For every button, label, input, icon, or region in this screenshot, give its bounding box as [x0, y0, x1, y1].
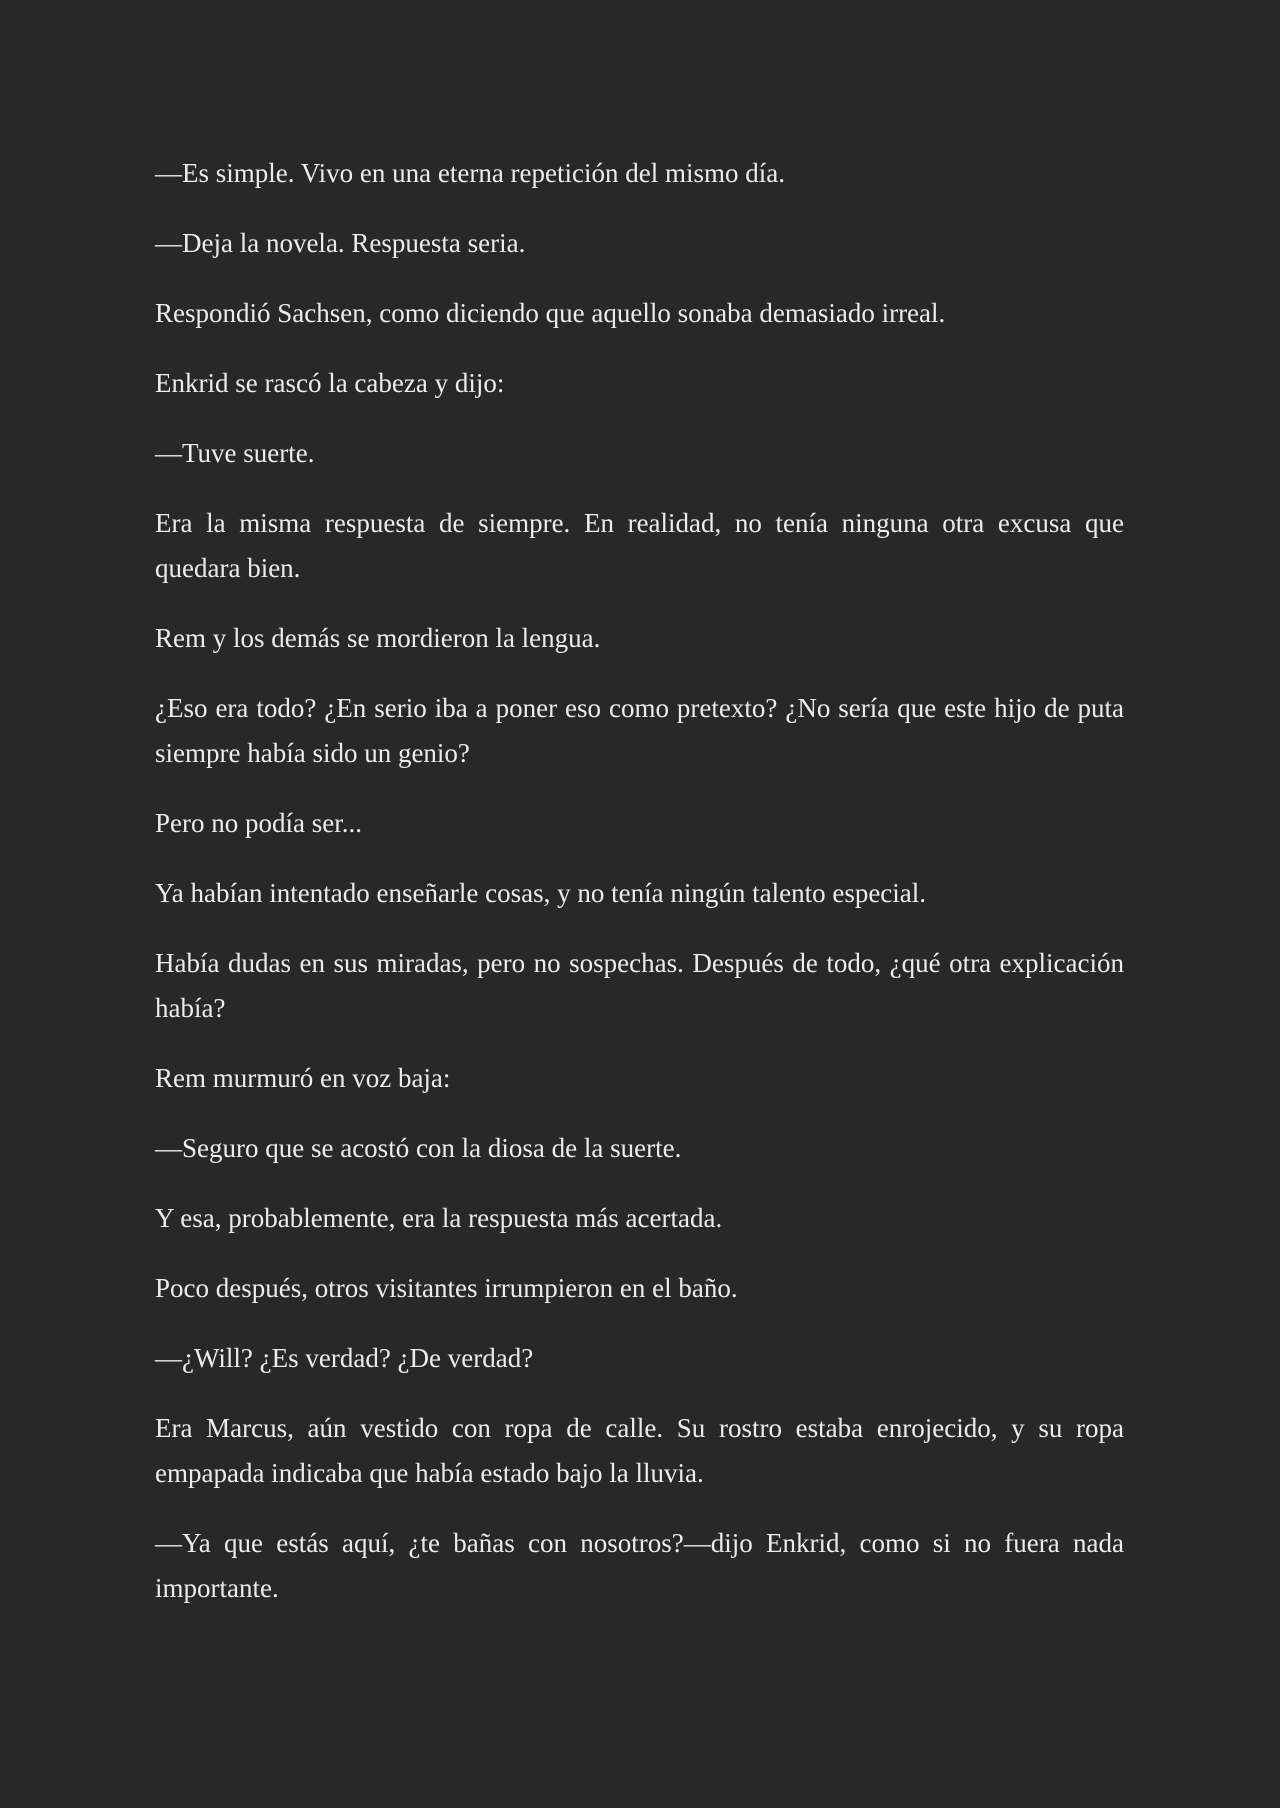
paragraph: ¿Eso era todo? ¿En serio iba a poner eso como pretexto? ¿No sería que este hijo de puta siempre había sido un genio? [155, 693, 1124, 768]
paragraph: Enkrid se rascó la cabeza y dijo: [155, 368, 505, 398]
paragraph: —Es simple. Vivo en una eterna repetición del mismo día. [155, 158, 785, 188]
paragraph: Respondió Sachsen, como diciendo que aquello sonaba demasiado irreal. [155, 298, 946, 328]
paragraph: Ya habían intentado enseñarle cosas, y no tenía ningún talento especial. [155, 878, 927, 908]
paragraph: —Deja la novela. Respuesta seria. [155, 228, 526, 258]
paragraph: Rem murmuró en voz baja: [155, 1063, 451, 1093]
paragraph: Pero no podía ser... [155, 808, 362, 838]
paragraph: —¿Will? ¿Es verdad? ¿De verdad? [155, 1343, 534, 1373]
paragraph: Rem y los demás se mordieron la lengua. [155, 623, 601, 653]
text-column [155, 151, 1124, 1611]
paragraph: Y esa, probablemente, era la respuesta más acertada. [155, 1203, 723, 1233]
paragraph: Poco después, otros visitantes irrumpieron en el baño. [155, 1273, 738, 1303]
paragraph: —Tuve suerte. [155, 438, 315, 468]
paragraph: Era Marcus, aún vestido con ropa de calle. Su rostro estaba enrojecido, y su ropa empapada indicaba que había estado bajo la lluvia. [155, 1413, 1124, 1488]
paragraph: —Seguro que se acostó con la diosa de la suerte. [155, 1133, 682, 1163]
paragraph: Era la misma respuesta de siempre. En realidad, no tenía ninguna otra excusa que quedara bien. [155, 508, 1124, 583]
paragraph: Había dudas en sus miradas, pero no sospechas. Después de todo, ¿qué otra explicación había? [155, 948, 1124, 1023]
paragraph: —Ya que estás aquí, ¿te bañas con nosotros?—dijo Enkrid, como si no fuera nada importante. [155, 1528, 1124, 1603]
